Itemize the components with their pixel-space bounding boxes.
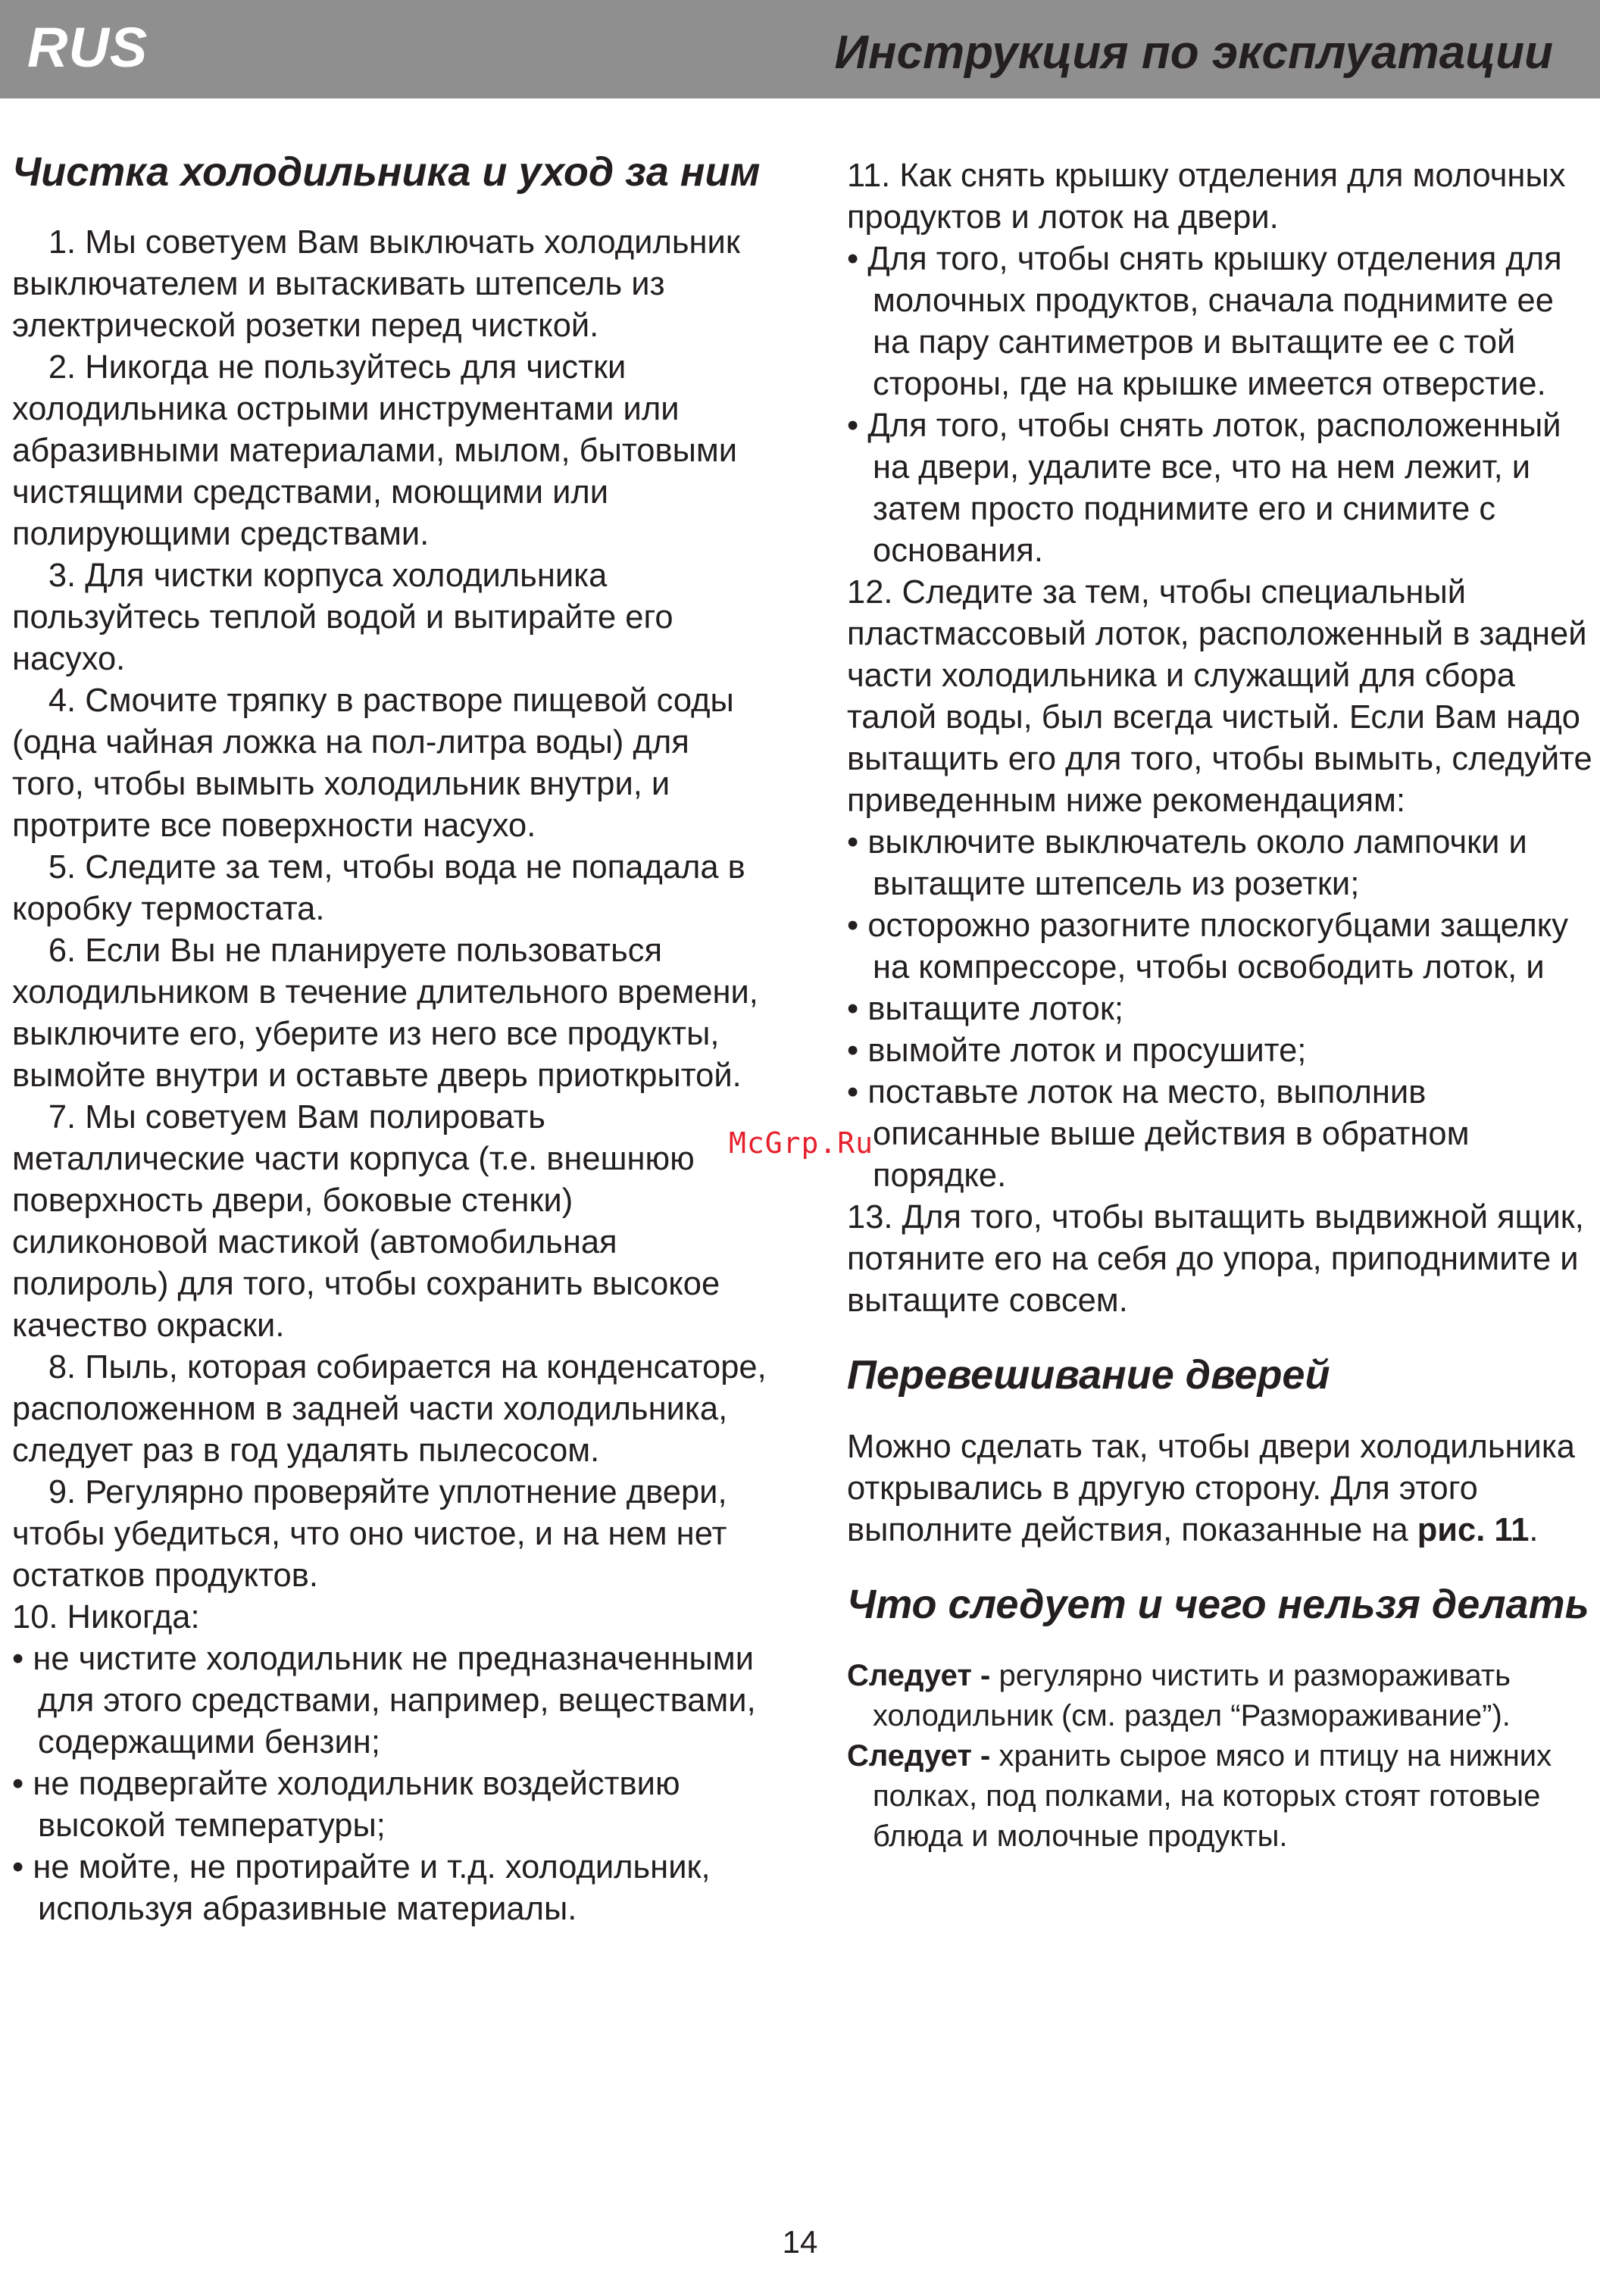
cleaning-item-1: 1. Мы советуем Вам выключать холодильник выключателем и вытаскивать штепсель из электрической розетки перед чисткой. bbox=[12, 224, 740, 344]
list-item: • не подвергайте холодильник воздействию высокой температуры; bbox=[12, 1766, 680, 1844]
doors-text-end: . bbox=[1529, 1512, 1539, 1548]
cleaning-item-9: 9. Регулярно проверяйте уплотнение двери, чтобы убедиться, что оно чистое, и на нем нет остатков продуктов. bbox=[12, 1474, 727, 1594]
list-item: • не чистите холодильник не предназначенными для этого средствами, например, веществами, содержащими бензин; bbox=[12, 1641, 756, 1760]
cleaning-item-12: 12. Следите за тем, чтобы специальный пластмассовый лоток, расположенный в задней части холодильника и служащий для сбора талой воды, был всегда чистый. Если Вам надо вытащить его для того, чтобы вымыть, следуйте приведенным ниже рекомендациям: bbox=[847, 574, 1592, 819]
dos-label: Следует - bbox=[847, 1659, 991, 1692]
section-heading-doors: Перевешивание дверей bbox=[847, 1352, 1330, 1398]
cleaning-item-10: 10. Никогда: bbox=[12, 1599, 200, 1635]
language-label: RUS bbox=[27, 16, 148, 79]
dos-text: регулярно чистить и размораживать холодильник (см. раздел “Размораживание”). bbox=[873, 1659, 1511, 1732]
cleaning-item-5: 5. Следите за тем, чтобы вода не попадала в коробку термостата. bbox=[12, 849, 745, 927]
left-column bbox=[12, 148, 770, 1930]
watermark: McGrp.Ru bbox=[729, 1126, 874, 1160]
list-item: • осторожно разогните плоскогубцами защелку на компрессоре, чтобы освободить лоток, и bbox=[847, 907, 1568, 986]
list-item: • не мойте, не протирайте и т.д. холодильник, используя абразивные материалы. bbox=[12, 1849, 711, 1927]
list-item: • поставьте лоток на место, выполнив описанные выше действия в обратном порядке. bbox=[847, 1074, 1470, 1194]
manual-title: Инструкция по эксплуатации bbox=[834, 27, 1553, 79]
cleaning-item-8: 8. Пыль, которая собирается на конденсаторе, расположенном в задней части холодильника, следует раз в год удалять пылесосом. bbox=[12, 1349, 767, 1469]
cleaning-item-11: 11. Как снять крышку отделения для молочных продуктов и лоток на двери. bbox=[847, 158, 1566, 236]
list-item: • вытащите лоток; bbox=[847, 991, 1123, 1027]
doors-paragraph bbox=[847, 1426, 1597, 1551]
cleaning-item-2: 2. Никогда не пользуйтесь для чистки холодильника острыми инструментами или абразивными материалами, мылом, бытовыми чистящими средствами, моющими или полирующими средствами. bbox=[12, 349, 738, 552]
dos-text: хранить сырое мясо и птицу на нижних полках, под полками, на которых стоят готовые блюда и молочные продукты. bbox=[873, 1739, 1552, 1853]
list-item: • Для того, чтобы снять лоток, расположенный на двери, удалите все, что на нем лежит, и затем просто поднимите его и снимите с основания. bbox=[847, 408, 1561, 569]
list-item: • вымойте лоток и просушите; bbox=[847, 1032, 1307, 1069]
doors-text: Можно сделать так, чтобы двери холодильника открывались в другую сторону. Для этого выполните действия, показанные на bbox=[847, 1429, 1575, 1548]
right-column bbox=[847, 155, 1597, 1857]
section-heading-dos: Что следует и чего нельзя делать bbox=[847, 1582, 1589, 1627]
dos-item-1 bbox=[847, 1656, 1597, 1736]
cleaning-item-13: 13. Для того, чтобы вытащить выдвижной ящик, потяните его на себя до упора, приподнимите и вытащите совсем. bbox=[847, 1199, 1584, 1319]
list-item: • Для того, чтобы снять крышку отделения для молочных продуктов, сначала поднимите ее на пару сантиметров и вытащите ее с той стороны, где на крышке имеется отверстие. bbox=[847, 241, 1562, 402]
section-heading-cleaning: Чистка холодильника и уход за ним bbox=[12, 149, 761, 195]
cleaning-item-7: 7. Мы советуем Вам полировать металлические части корпуса (т.е. внешнюю поверхность двери, боковые стенки) силиконовой мастикой (автомобильная полироль) для того, чтобы сохранить высокое качество окраски. bbox=[12, 1099, 720, 1344]
list-item: • выключите выключатель около лампочки и вытащите штепсель из розетки; bbox=[847, 824, 1527, 902]
figure-reference: рис. 11 bbox=[1417, 1512, 1530, 1548]
page-number: 14 bbox=[782, 2224, 818, 2260]
page-header bbox=[0, 0, 1600, 98]
cleaning-item-6: 6. Если Вы не планируете пользоваться холодильником в течение длительного времени, выключите его, уберите из него все продукты, вымойте внутри и оставьте дверь приоткрытой. bbox=[12, 932, 758, 1094]
dos-label: Следует - bbox=[847, 1739, 991, 1773]
cleaning-item-4: 4. Смочите тряпку в растворе пищевой соды (одна чайная ложка на пол-литра воды) для того, чтобы вымыть холодильник внутри, и протрите все поверхности насухо. bbox=[12, 683, 734, 844]
cleaning-item-3: 3. Для чистки корпуса холодильника пользуйтесь теплой водой и вытирайте его насухо. bbox=[12, 558, 673, 677]
dos-item-2 bbox=[847, 1736, 1597, 1857]
